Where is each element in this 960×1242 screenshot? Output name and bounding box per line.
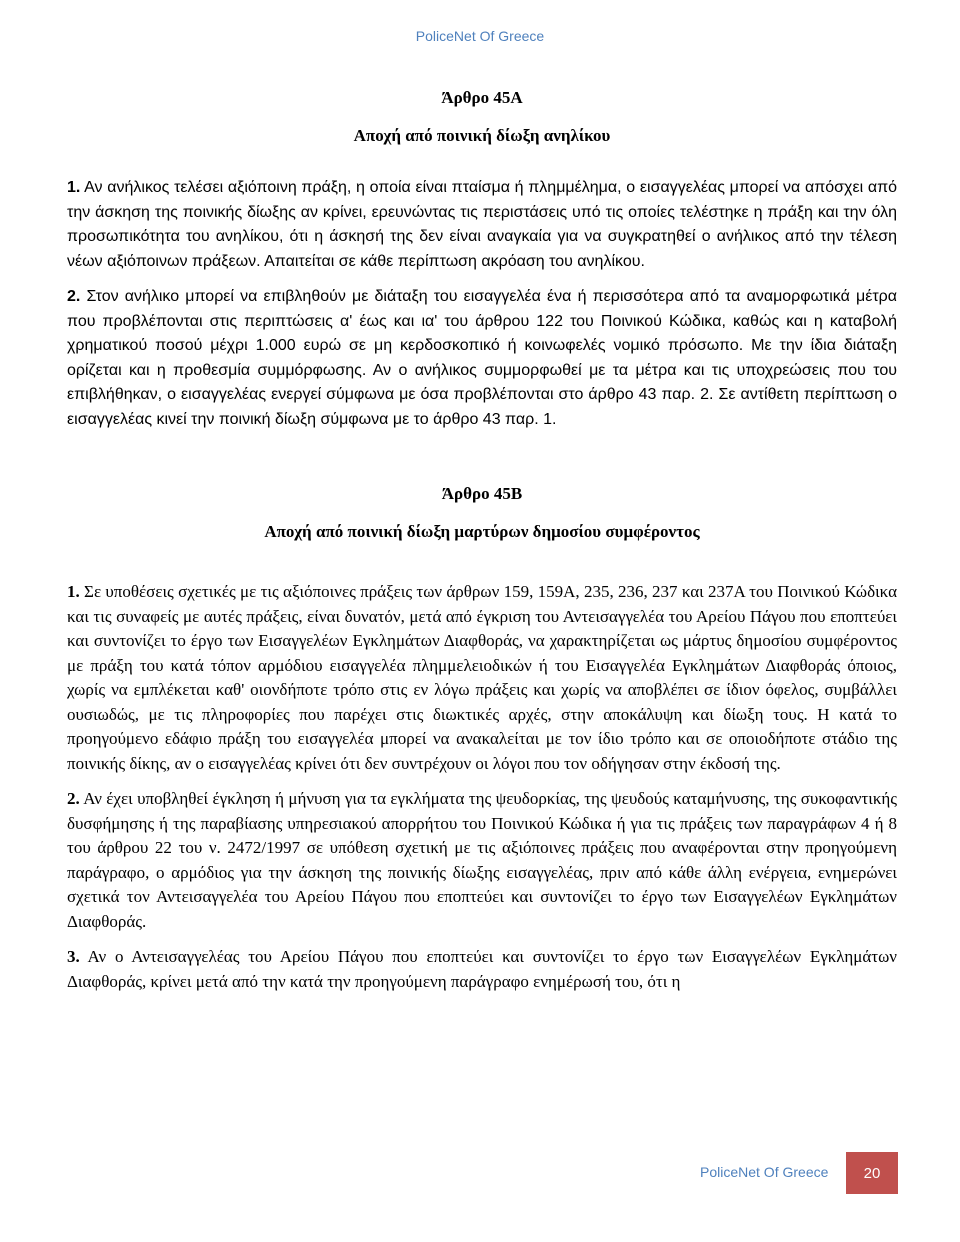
page-number-badge: 20 xyxy=(846,1152,898,1194)
article-45b-paragraph-1 xyxy=(67,580,897,776)
paragraph-number: 1. xyxy=(67,582,80,601)
article-45a-heading: Άρθρο 45Α xyxy=(441,88,523,107)
paragraph-number: 2. xyxy=(67,789,80,808)
footer-site-label: PoliceNet Of Greece xyxy=(700,1164,829,1180)
article-45b-paragraph-2 xyxy=(67,787,897,934)
page-header: PoliceNet Of Greece xyxy=(415,28,545,44)
paragraph-number: 3. xyxy=(67,947,80,966)
article-45b-subtitle: Αποχή από ποινική δίωξη μαρτύρων δημοσίου συμφέροντος xyxy=(264,522,700,541)
paragraph-text: Αν ανήλικος τελέσει αξιόποινη πράξη, η οποία είναι πταίσμα ή πλημμέλημα, ο εισαγγελέας μπορεί να απόσχει από την άσκηση της ποινικής δίωξης αν κρίνει, ερευνώντας τις περιστάσεις υπό τις οποίες τελέστηκε η πράξη και την όλη προσωπικότητα του ανηλίκου, ότι η άσκησή της δεν είναι αναγκαία για να συγκρατηθεί ο ανήλικος από την τέλεση νέων αξιόποινων πράξεων. Απαιτείται σε κάθε περίπτωση ακρόαση του ανηλίκου. xyxy=(67,179,898,270)
paragraph-text: Σε υποθέσεις σχετικές με τις αξιόποινες πράξεις των άρθρων 159, 159Α, 235, 236, 237 και 237Α του Ποινικού Κώδικα και τις συναφείς με αυτές πράξεις, είναι δυνατόν, μετά από έγκριση του Αντεισαγγελέα του Αρείου Πάγου που εποπτεύει και συντονίζει το έργο των Εισαγγελέων Εγκλημάτων Διαφθοράς, να χαρακτηρίζεται ως μάρτυς δημοσίου συμφέροντος με πράξη του κατά τόπον αρμόδιου εισαγγελέα πλημμελειοδικών ή του Εισαγγελέα Εγκλημάτων Διαφθοράς όποιος, χωρίς να εμπλέκεται καθ' οιονδήποτε τρόπο στις εν λόγω πράξεις και χωρίς να αποβλέπει σε ίδιον όφελος, συμβάλλει ουσιωδώς, με τις πληροφορίες που παρέχει στις διωκτικές αρχές, στην αποκάλυψη και δίωξη τους. Η κατά το προηγούμενο εδάφιο πράξη του εισαγγελέα μπορεί να ανακαλείται με τον ίδιο τρόπο και σε οποιοδήποτε στάδιο της ποινικής δίκης, αν ο εισαγγελέας κρίνει ότι δεν συντρέχουν οι λόγοι που τον οδήγησαν στην έκδοσή της. xyxy=(67,582,897,773)
paragraph-number: 1. xyxy=(67,179,81,196)
paragraph-text: Στον ανήλικο μπορεί να επιβληθούν με διάταξη του εισαγγελέα ένα ή περισσότερα από τα αναμορφωτικά μέτρα που προβλέπονται στις περιπτώσεις α' έως και ια' του άρθρου 122 του Ποινικού Κώδικα, καθώς και η καταβολή χρηματικού ποσού μέχρι 1.000 ευρώ σε μη κερδοσκοπικό ή κοινωφελές νομικό πρόσωπο. Με την ίδια διάταξη ορίζεται και η προθεσμία συμμόρφωσης. Αν ο ανήλικος συμμορφωθεί με τα μέτρα και τις υποχρεώσεις που του επιβλήθηκαν, ο εισαγγελέας ενεργεί σύμφωνα με όσα προβλέπονται στο άρθρο 43 παρ. 2. Σε αντίθετη περίπτωση ο εισαγγελέας κινεί την ποινική δίωξη σύμφωνα με το άρθρο 43 παρ. 1. xyxy=(67,288,898,428)
article-45a-subtitle: Αποχή από ποινική δίωξη ανηλίκου xyxy=(353,126,611,145)
article-45b-heading: Άρθρο 45Β xyxy=(441,484,523,503)
document-body xyxy=(67,86,897,994)
article-45a-paragraph-2 xyxy=(67,285,897,432)
article-45b-paragraph-3 xyxy=(67,945,897,994)
paragraph-text: Αν ο Αντεισαγγελέας του Αρείου Πάγου που εποπτεύει και συντονίζει το έργο των Εισαγγελέων Εγκλημάτων Διαφθοράς, κρίνει μετά από την κατά την προηγούμενη παράγραφο ενημέρωσή του, ότι η xyxy=(67,947,897,991)
article-45a-paragraph-1 xyxy=(67,176,897,274)
paragraph-number: 2. xyxy=(67,288,81,305)
paragraph-text: Αν έχει υποβληθεί έγκληση ή μήνυση για τα εγκλήματα της ψευδορκίας, της ψευδούς καταμήνυσης, της συκοφαντικής δυσφήμησης ή της παραβίασης υπηρεσιακού απορρήτου του Ποινικού Κώδικα ή για τις πράξεις των παραγράφων 4 ή 8 του άρθρου 22 του ν. 2472/1997 σε υπόθεση σχετική με τις αξιόποινες πράξεις που αναφέρονται στην προηγούμενη παράγραφο, ο αρμόδιος για την άσκηση της ποινικής δίωξης εισαγγελέας, πριν από κάθε άλλη ενέργεια, ενημερώνει σχετικά τον Αντεισαγγελέα του Αρείου Πάγου που εποπτεύει και συντονίζει το έργο των Εισαγγελέων Εγκλημάτων Διαφθοράς. xyxy=(67,789,898,931)
